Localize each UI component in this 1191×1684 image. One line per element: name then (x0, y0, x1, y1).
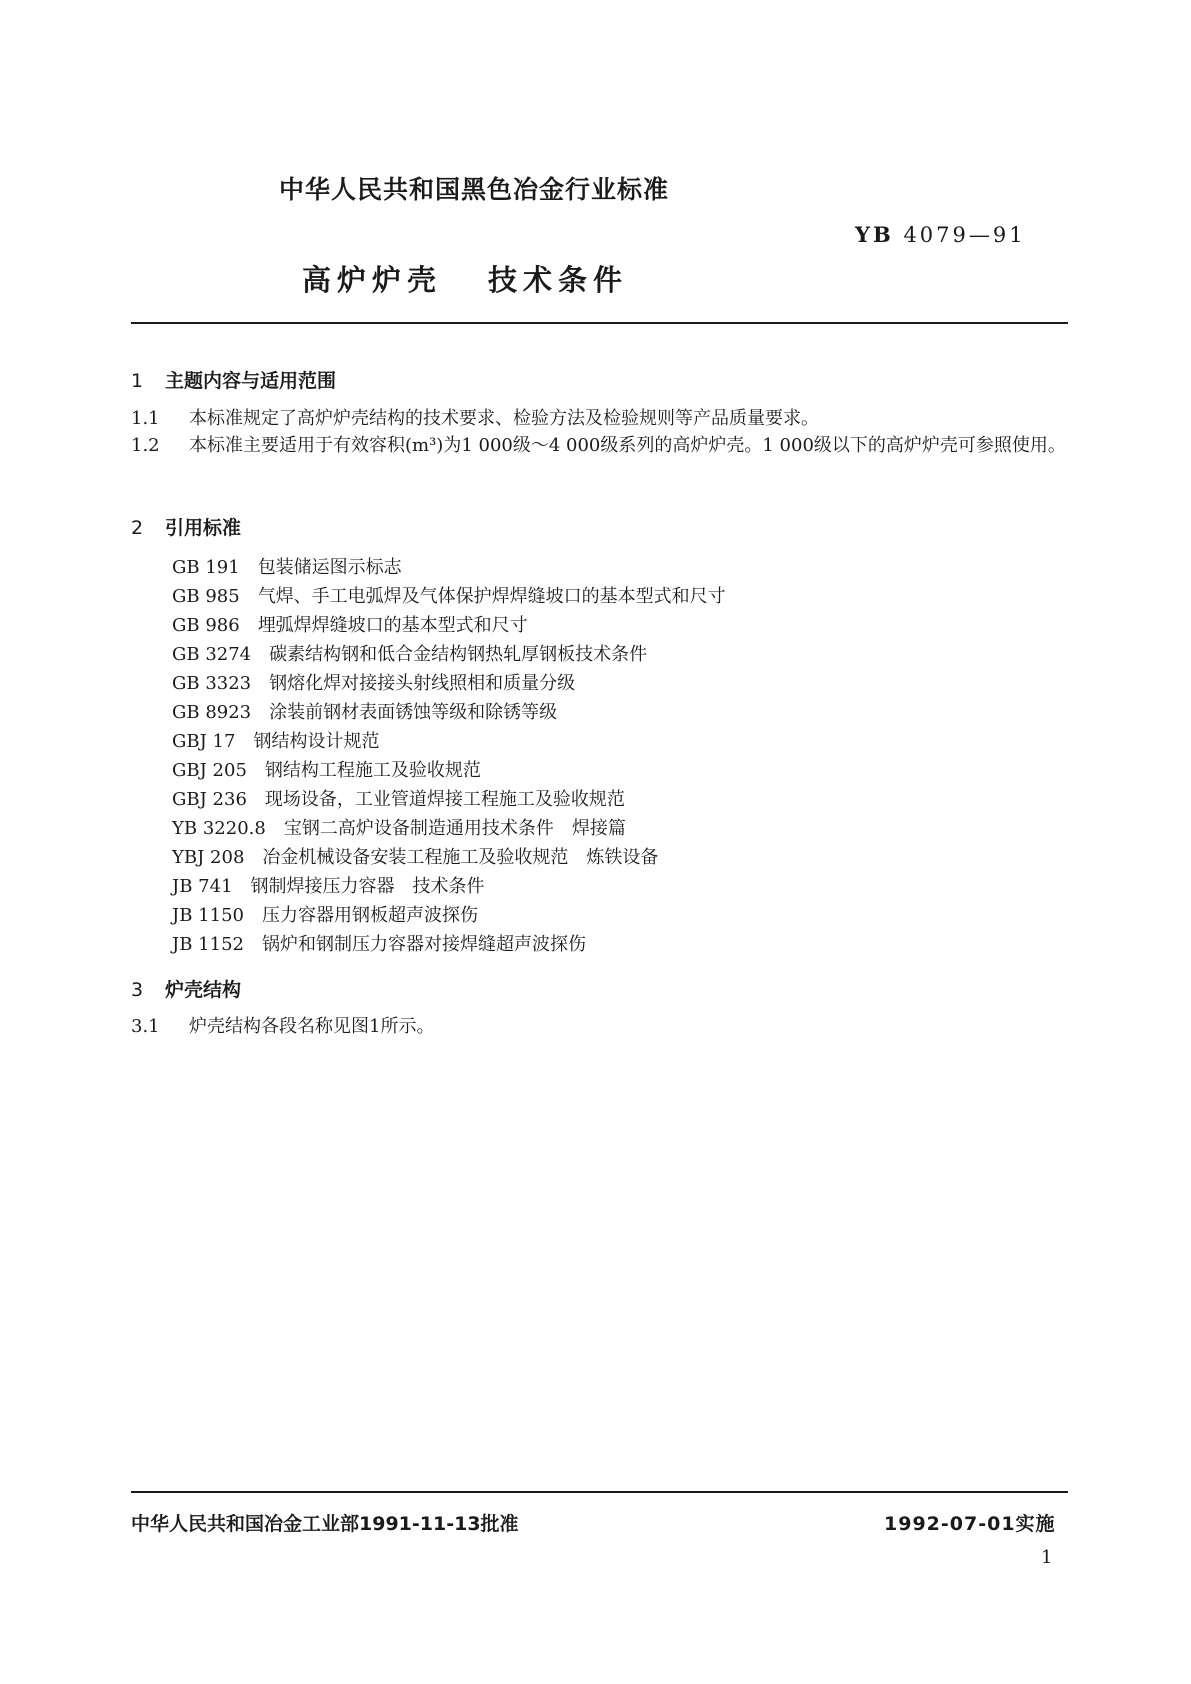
reference-item (172, 756, 481, 782)
section-2-title: 引用标准 (165, 517, 242, 539)
reference-code: JB 1152 (172, 934, 244, 955)
reference-item (172, 872, 485, 898)
reference-title: 涂装前钢材表面锈蚀等级和除锈等级 (269, 702, 558, 723)
reference-title: 埋弧焊焊缝坡口的基本型式和尺寸 (257, 615, 528, 636)
reference-item (172, 698, 557, 724)
reference-title: 钢熔化焊对接接头射线照相和质量分级 (269, 673, 576, 694)
reference-code: YBJ 208 (172, 847, 245, 868)
document-title-part1: 高炉炉壳 (302, 263, 443, 297)
reference-code: GBJ 236 (172, 789, 247, 810)
reference-title: 钢结构设计规范 (253, 731, 380, 752)
clause-1-2-number: 1.2 (131, 435, 160, 456)
reference-code: GB 986 (172, 615, 240, 636)
header-divider (131, 322, 1068, 324)
document-title (302, 258, 628, 299)
reference-item (172, 582, 726, 608)
clause-1-1 (131, 404, 819, 430)
section-2-heading (131, 513, 241, 540)
section-2-number: 2 (131, 517, 144, 539)
reference-item (172, 814, 626, 840)
reference-item (172, 640, 647, 666)
section-1-number: 1 (131, 370, 144, 392)
reference-title: 气焊、手工电弧焊及气体保护焊焊缝坡口的基本型式和尺寸 (257, 586, 726, 607)
reference-item (172, 785, 625, 811)
reference-title: 宝钢二高炉设备制造通用技术条件 焊接篇 (283, 818, 626, 839)
reference-title: 碳素结构钢和低合金结构钢热轧厚钢板技术条件 (269, 644, 648, 665)
reference-item (172, 727, 379, 753)
reference-title: 冶金机械设备安装工程施工及验收规范 炼铁设备 (262, 847, 659, 868)
standard-code: 4079—91 (903, 223, 1026, 247)
reference-code: GB 191 (172, 557, 240, 578)
clause-1-1-number: 1.1 (131, 408, 160, 429)
effective-date: 1992-07-01实施 (884, 1513, 1056, 1535)
reference-title: 压力容器用钢板超声波探伤 (261, 905, 478, 926)
clause-1-2 (131, 429, 1068, 463)
document-title-part2: 技术条件 (488, 263, 629, 297)
reference-code: JB 741 (172, 876, 233, 897)
reference-item (172, 930, 586, 956)
reference-code: YB 3220.8 (172, 818, 266, 839)
reference-code: GBJ 205 (172, 760, 247, 781)
reference-code: GB 3323 (172, 673, 252, 694)
clause-1-1-text: 本标准规定了高炉炉壳结构的技术要求、检验方法及检验规则等产品质量要求。 (189, 408, 819, 429)
clause-3-1 (131, 1012, 434, 1038)
reference-item (172, 611, 528, 637)
approval-line: 中华人民共和国冶金工业部1991-11-13批准 (131, 1513, 519, 1535)
standard-prefix: YB (855, 222, 894, 247)
reference-item (172, 901, 478, 927)
reference-code: JB 1150 (172, 905, 244, 926)
section-3-title: 炉壳结构 (165, 979, 242, 1001)
reference-item (172, 843, 658, 869)
section-3-heading (131, 975, 241, 1002)
standard-number (855, 222, 1026, 247)
reference-code: GBJ 17 (172, 731, 236, 752)
section-3-number: 3 (131, 979, 144, 1001)
reference-title: 钢结构工程施工及验收规范 (264, 760, 481, 781)
section-1-title: 主题内容与适用范围 (165, 370, 337, 392)
clause-3-1-text: 炉壳结构各段名称见图1所示。 (189, 1016, 435, 1037)
reference-item (172, 669, 575, 695)
page-number: 1 (1041, 1547, 1053, 1568)
reference-code: GB 3274 (172, 644, 252, 665)
clause-1-2-text: 本标准主要适用于有效容积(m³)为1 000级～4 000级系列的高炉炉壳。1 000级以下的高炉炉壳可参照使用。 (189, 435, 1066, 456)
reference-title: 包装储运图示标志 (257, 557, 402, 578)
reference-code: GB 985 (172, 586, 240, 607)
footer-divider (131, 1491, 1068, 1493)
reference-title: 锅炉和钢制压力容器对接焊缝超声波探伤 (261, 934, 586, 955)
reference-item (172, 553, 402, 579)
reference-title: 现场设备，工业管道焊接工程施工及验收规范 (264, 789, 625, 810)
section-1-heading (131, 366, 336, 393)
reference-title: 钢制焊接压力容器 技术条件 (250, 876, 485, 897)
clause-3-1-number: 3.1 (131, 1016, 160, 1037)
reference-code: GB 8923 (172, 702, 252, 723)
standard-title: 中华人民共和国黑色冶金行业标准 (279, 175, 670, 204)
